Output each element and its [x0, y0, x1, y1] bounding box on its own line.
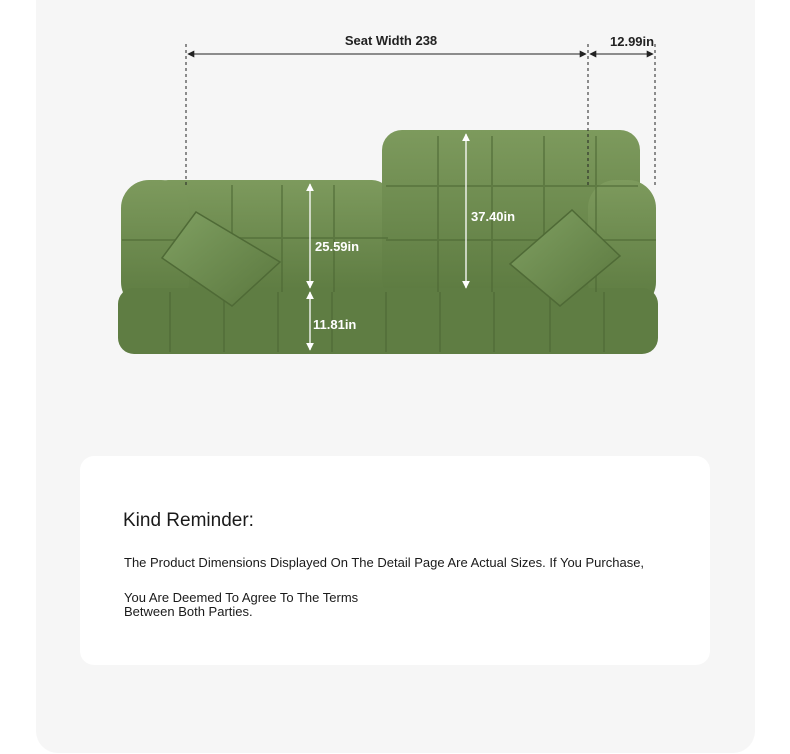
reminder-line-3: Between Both Parties. [124, 604, 253, 619]
seat-height-label: 11.81in [313, 317, 357, 332]
sofa-image [118, 130, 658, 354]
back-height-label: 37.40in [471, 209, 516, 224]
kind-reminder-card [80, 456, 710, 665]
reminder-title: Kind Reminder: [123, 510, 254, 531]
seat-back-height-label: 25.59in [315, 239, 360, 254]
reminder-line-1: The Product Dimensions Displayed On The Detail Page Are Actual Sizes. If You Purchase, [124, 555, 645, 570]
seat-width-label: Seat Width 238 [344, 33, 438, 48]
reminder-line-2: You Are Deemed To Agree To The Terms [124, 590, 359, 605]
arm-width-label: 12.99in [610, 34, 655, 49]
